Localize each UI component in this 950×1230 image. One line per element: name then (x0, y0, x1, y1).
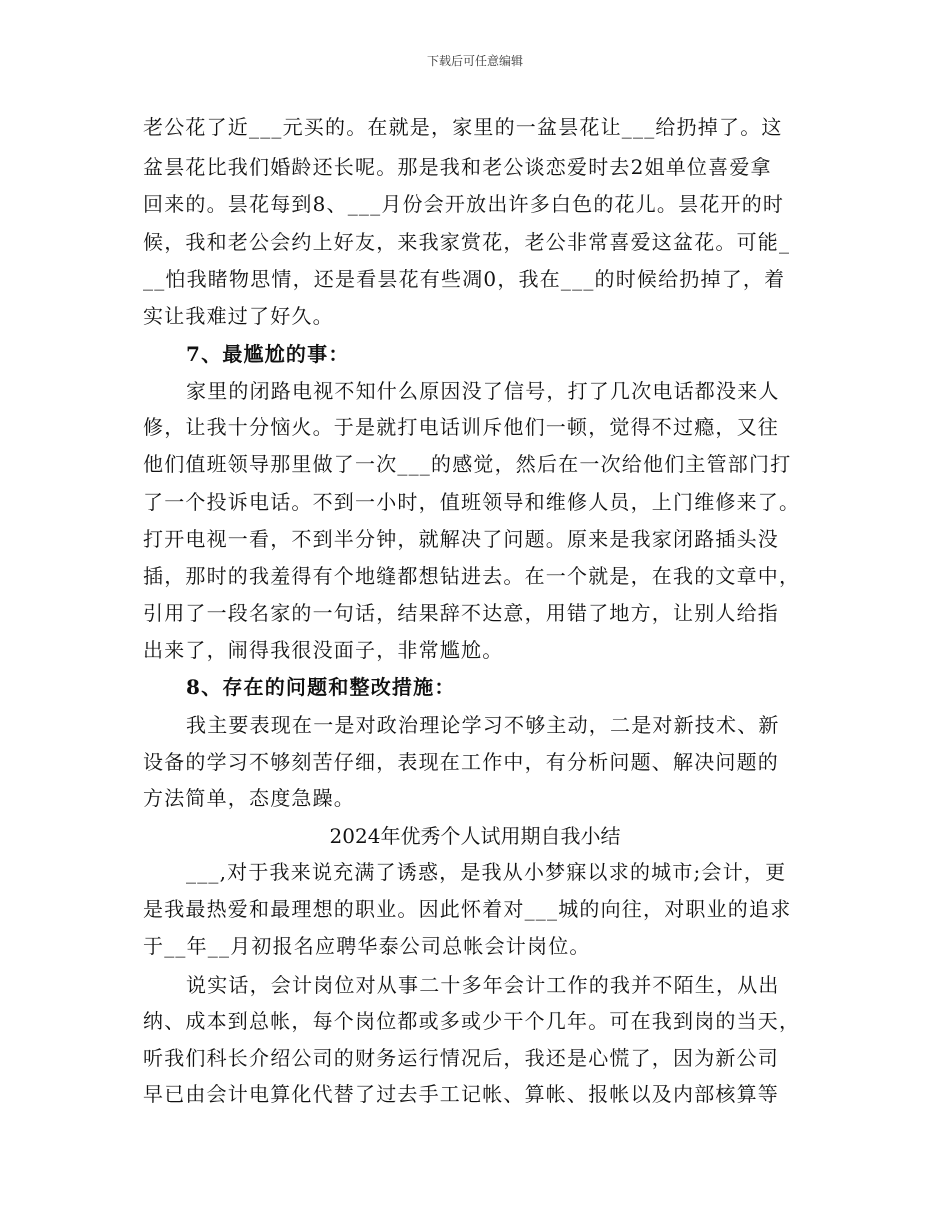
paragraph-line: 修，让我十分恼火。于是就打电话训斥他们一顿，觉得不过瘾，又往 (143, 415, 779, 439)
paragraph-line: 方法简单，态度急躁。 (143, 786, 355, 810)
paragraph-line: 出来了，闹得我很没面子，非常尴尬。 (143, 638, 504, 662)
paragraph-line: 实让我难过了好久。 (143, 304, 334, 328)
paragraph-line: 盆昙花比我们婚龄还长呢。那是我和老公谈恋爱时去2姐单位喜爱拿 (143, 155, 772, 179)
paragraph-line: 打开电视一看，不到半分钟，就解决了问题。原来是我家闭路插头没 (143, 527, 779, 551)
paragraph-line: 是我最热爱和最理想的职业。因此怀着对___城的向往，对职业的追求 (143, 897, 792, 921)
paragraph-line: 设备的学习不够刻苦仔细，表现在工作中，有分析问题、解决问题的 (143, 750, 779, 774)
paragraph-line: 听我们科长介绍公司的财务运行情况后，我还是心慌了，因为新公司 (143, 1046, 779, 1070)
paragraph-line: ___,对于我来说充满了诱惑，是我从小梦寐以求的城市;会计，更 (186, 860, 787, 884)
paragraph-line: 他们值班领导那里做了一次___的感觉，然后在一次给他们主管部门打 (143, 452, 792, 476)
paragraph-line: 候，我和老公会约上好友，来我家赏花，老公非常喜爱这盆花。可能_ (143, 230, 791, 254)
paragraph-line: 纳、成本到总帐，每个岗位都或多或少干个几年。可在我到岗的当天， (143, 1009, 801, 1033)
paragraph-line: __怕我睹物思情，还是看昙花有些凋0，我在___的时候给扔掉了，着 (143, 267, 786, 291)
paragraph-line: 说实话，会计岗位对从事二十多年会计工作的我并不陌生，从出 (186, 973, 780, 997)
paragraph-line: 早已由会计电算化代替了过去手工记帐、算帐、报帐以及内部核算等 (143, 1082, 779, 1106)
paragraph-line: 引用了一段名家的一句话，结果辞不达意，用错了地方，让别人给指 (143, 601, 779, 625)
paragraph-line: 回来的。昙花每到8、___月份会开放出许多白色的花儿。昙花开的时 (143, 192, 785, 216)
paragraph-line: 于__年__月初报名应聘华泰公司总帐会计岗位。 (143, 934, 591, 958)
paragraph-line: 老公花了近___元买的。在就是，家里的一盆昙花让___给扔掉了。这 (143, 115, 783, 139)
paragraph-line: 插，那时的我羞得有个地缝都想钻进去。在一个就是，在我的文章中， (143, 564, 801, 588)
paragraph-line: 我主要表现在一是对政治理论学习不够主动，二是对新技术、新 (186, 713, 780, 737)
page-header: 下载后可任意编辑 (426, 54, 523, 68)
paragraph-line: 了一个投诉电话。不到一小时，值班领导和维修人员，上门维修来了。 (143, 490, 801, 514)
paragraph-line: 家里的闭路电视不知什么原因没了信号，打了几次电话都没来人 (186, 379, 780, 403)
document-title: 2024年优秀个人试用期自我小结 (329, 824, 621, 848)
section-heading: 7、最尴尬的事： (186, 342, 350, 366)
section-heading: 8、存在的问题和整改措施： (186, 675, 456, 699)
